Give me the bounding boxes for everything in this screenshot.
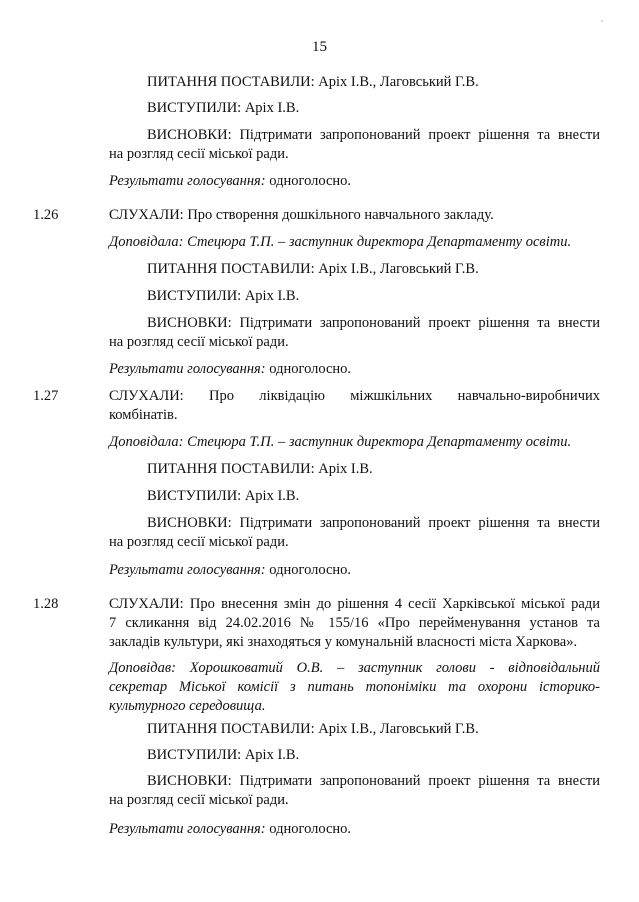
conclusions-line: ВИСНОВКИ: Підтримати запропонований проект рішення та внести [147,315,600,331]
heard-line: СЛУХАЛИ: Про внесення змін до рішення 4 сесії Харківської міської ради [109,596,600,612]
item-number: 1.28 [33,596,59,612]
vote-label: Результати голосування: [109,361,266,377]
speaker-line: Доповідала: Стецюра Т.П. – заступник директора Департаменту освіти. [109,434,572,450]
heard-line: 7 скликання від 24.02.2016 № 155/16 «Про перейменування установ та [109,615,600,631]
heard-line: СЛУХАЛИ: Про ліквідацію міжшкільних навчально-виробничих [109,388,600,404]
vote-result [109,360,351,379]
vote-result [109,820,351,839]
scan-speck [601,20,603,22]
conclusions-line: на розгляд сесії міської ради. [109,334,289,350]
vote-label: Результати голосування: [109,562,266,578]
heard-line: комбінатів. [109,407,178,423]
conclusions-line: ВИСНОВКИ: Підтримати запропонований проект рішення та внести [147,773,600,789]
speaker-line: культурного середовища. [109,698,266,714]
raised-line: ПИТАННЯ ПОСТАВИЛИ: Аріх І.В., Лаговський Г.В. [147,261,479,277]
conclusions-line: ВИСНОВКИ: Підтримати запропонований проект рішення та внести [147,515,600,531]
conclusions-line: ВИСНОВКИ: Підтримати запропонований проект рішення та внести [147,127,600,143]
vote-label: Результати голосування: [109,821,266,837]
page-number: 15 [312,39,327,55]
heard-line: закладів культури, які знаходяться у комунальній власності міста Харкова». [109,634,578,650]
item-number: 1.26 [33,207,59,223]
conclusions-line: на розгляд сесії міської ради. [109,534,289,550]
vote-value: одноголосно. [269,361,352,377]
spoke-line: ВИСТУПИЛИ: Аріх І.В. [147,100,300,116]
heard-line: СЛУХАЛИ: Про створення дошкільного навчального закладу. [109,207,494,223]
speaker-line: Доповідав: Хорошковатий О.В. – заступник голови - відповідальний [109,660,600,676]
raised-line: ПИТАННЯ ПОСТАВИЛИ: Аріх І.В., Лаговський Г.В. [147,721,479,737]
speaker-line: секретар Міської комісії з питань топоніміки та охорони історико- [109,679,600,695]
spoke-line: ВИСТУПИЛИ: Аріх І.В. [147,488,300,504]
spoke-line: ВИСТУПИЛИ: Аріх І.В. [147,288,300,304]
vote-value: одноголосно. [269,821,352,837]
conclusions-line: на розгляд сесії міської ради. [109,792,289,808]
spoke-line: ВИСТУПИЛИ: Аріх І.В. [147,747,300,763]
item-number: 1.27 [33,388,59,404]
vote-value: одноголосно. [269,562,352,578]
speaker-line: Доповідала: Стецюра Т.П. – заступник директора Департаменту освіти. [109,234,572,250]
vote-label: Результати голосування: [109,173,266,189]
vote-result [109,172,351,191]
vote-value: одноголосно. [269,173,352,189]
raised-line: ПИТАННЯ ПОСТАВИЛИ: Аріх І.В., Лаговський Г.В. [147,74,479,90]
raised-line: ПИТАННЯ ПОСТАВИЛИ: Аріх І.В. [147,461,373,477]
conclusions-line: на розгляд сесії міської ради. [109,146,289,162]
vote-result [109,561,351,580]
